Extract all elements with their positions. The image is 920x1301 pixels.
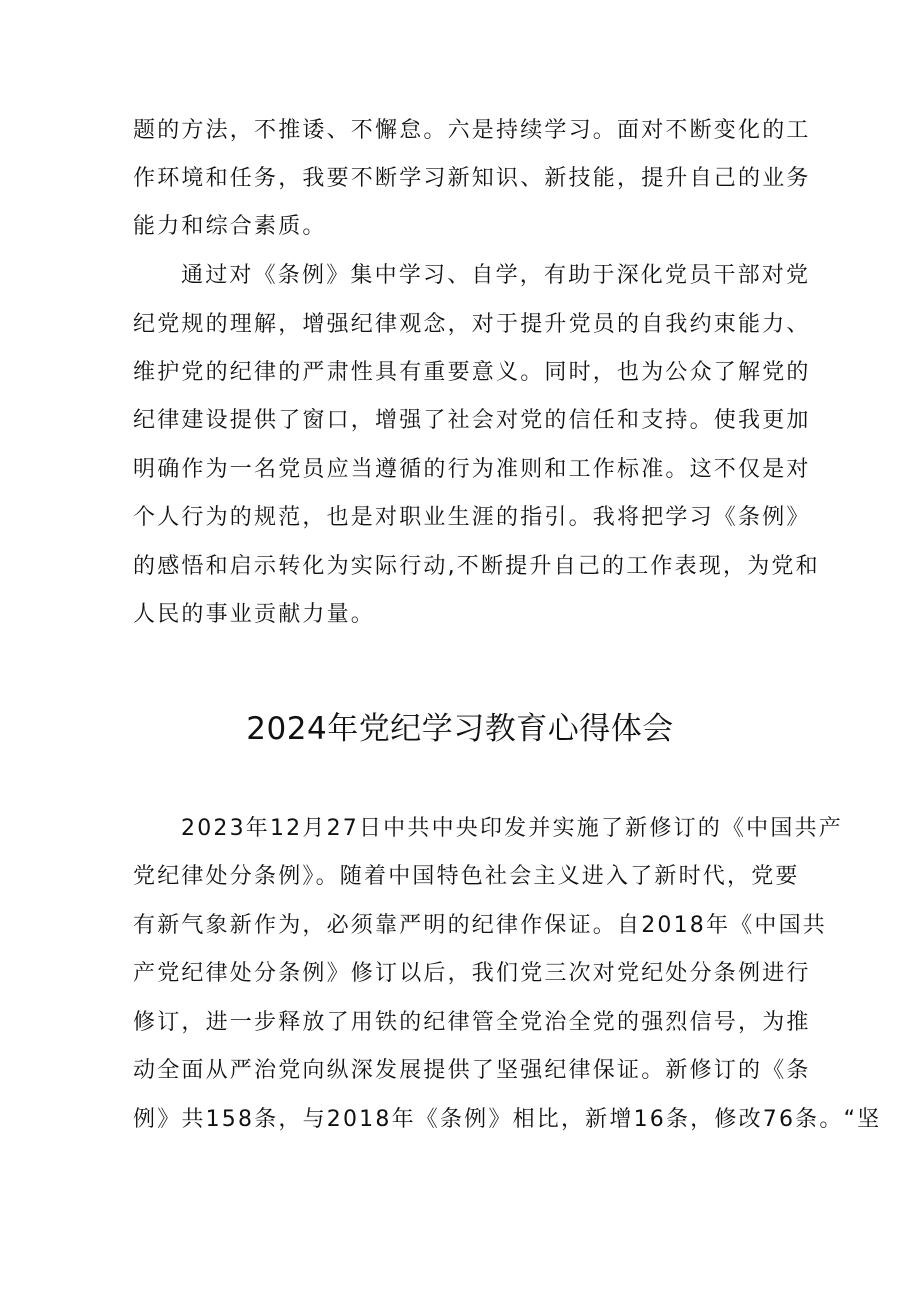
paragraph-line: 有新气象新作为，必须靠严明的纪律作保证。自2018年《中国共 [133, 913, 827, 938]
paragraph-line: 个人行为的规范，也是对职业生涯的指引。我将把学习《条例》 [133, 505, 811, 530]
paragraph-line: 能力和综合素质。 [133, 214, 327, 239]
section-title: 2024年党纪学习教育心得体会 [246, 711, 674, 747]
paragraph-line: 修订，进一步释放了用铁的纪律管全党治全党的强烈信号，为推 [133, 1010, 811, 1035]
paragraph-line: 明确作为一名党员应当遵循的行为准则和工作标准。这不仅是对 [133, 457, 811, 482]
paragraph-line: 人民的事业贡献力量。 [133, 602, 376, 627]
paragraph-line: 党纪律处分条例》。随着中国特色社会主义进入了新时代，党要 [133, 864, 800, 889]
paragraph-line: 通过对《条例》集中学习、自学，有助于深化党员干部对党 [181, 263, 811, 288]
paragraph-line: 纪律建设提供了窗口，增强了社会对党的信任和支持。使我更加 [133, 408, 811, 433]
paragraph-line: 产党纪律处分条例》修订以后，我们党三次对党纪处分条例进行 [133, 961, 811, 986]
paragraph-line: 维护党的纪律的严肃性具有重要意义。同时，也为公众了解党的 [133, 360, 811, 385]
paragraph-line: 动全面从严治党向纵深发展提供了坚强纪律保证。新修订的《条 [133, 1058, 811, 1083]
paragraph-line: 的感悟和启示转化为实际行动,不断提升自己的工作表现，为党和 [133, 554, 820, 579]
paragraph-line: 纪党规的理解，增强纪律观念，对于提升党员的自我约束能力、 [133, 312, 811, 337]
paragraph-line: 2023年12月27日中共中央印发并实施了新修订的《中国共产 [181, 816, 843, 841]
paragraph-line: 作环境和任务，我要不断学习新知识、新技能，提升自己的业务 [133, 166, 811, 191]
paragraph-line: 题的方法，不推诿、不懈怠。六是持续学习。面对不断变化的工 [133, 118, 811, 143]
paragraph-line: 例》共158条，与2018年《条例》相比，新增16条，修改76条。“坚 [133, 1107, 882, 1132]
